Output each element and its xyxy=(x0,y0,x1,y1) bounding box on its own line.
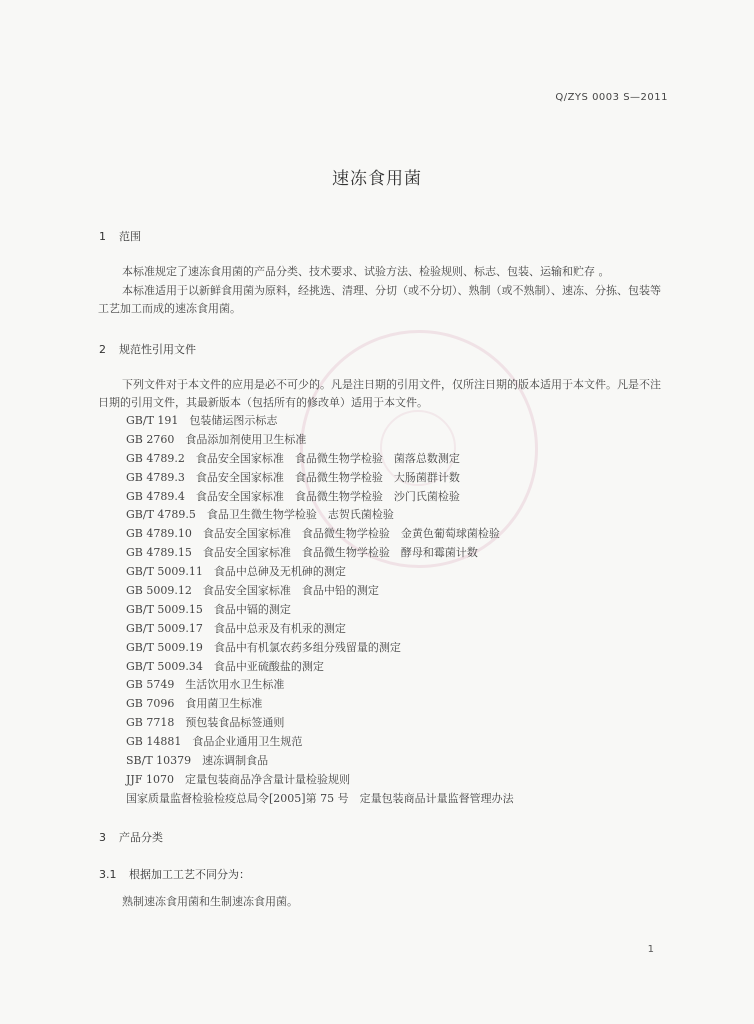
subsection-title: 根据加工工艺不同分为： xyxy=(129,868,250,881)
reference-item: GB 4789.3 食品安全国家标准 食品微生物学检验 大肠菌群计数 xyxy=(126,470,460,484)
reference-list xyxy=(126,412,514,809)
reference-item: GB 14881 食品企业通用卫生规范 xyxy=(126,735,303,749)
subsection-3-1-heading xyxy=(99,866,250,882)
reference-item: GB/T 5009.11 食品中总砷及无机砷的测定 xyxy=(126,565,346,579)
reference-item: SB/T 10379 速冻调制食品 xyxy=(126,754,269,768)
reference-item: GB/T 191 包装储运图示标志 xyxy=(126,414,278,427)
section-number: 1 xyxy=(99,230,106,243)
reference-item: GB/T 5009.19 食品中有机氯农药多组分残留量的测定 xyxy=(126,640,401,654)
reference-item: GB 7718 预包装食品标签通则 xyxy=(126,716,285,730)
reference-item: GB/T 5009.34 食品中亚硫酸盐的测定 xyxy=(126,659,324,673)
reference-item: GB 4789.15 食品安全国家标准 食品微生物学检验 酵母和霉菌计数 xyxy=(126,546,478,560)
reference-item: GB 7096 食用菌卫生标准 xyxy=(126,697,263,711)
subsection-number: 3.1 xyxy=(99,868,117,881)
reference-item: GB 5749 生活饮用水卫生标准 xyxy=(126,678,285,692)
reference-item: GB 4789.10 食品安全国家标准 食品微生物学检验 金黄色葡萄球菌检验 xyxy=(126,527,500,541)
reference-item: GB/T 4789.5 食品卫生微生物学检验 志贺氏菌检验 xyxy=(126,508,394,522)
section-1-heading xyxy=(99,228,141,244)
reference-item: GB 4789.2 食品安全国家标准 食品微生物学检验 菌落总数测定 xyxy=(126,451,460,465)
scope-paragraph-2: 本标准适用于以新鲜食用菌为原料，经挑选、清理、分切（或不分切）、熟制（或不熟制）、速冻、分拣、包装等工艺加工而成的速冻食用菌。 xyxy=(98,284,661,315)
section-title: 产品分类 xyxy=(119,831,163,844)
page-number: 1 xyxy=(647,944,654,955)
section-2-heading xyxy=(99,341,196,357)
reference-item: GB 2760 食品添加剂使用卫生标准 xyxy=(126,432,307,446)
reference-item: 国家质量监督检验检疫总局令[2005]第 75 号 定量包装商品计量监督管理办法 xyxy=(126,791,514,805)
scope-paragraph-1: 本标准规定了速冻食用菌的产品分类、技术要求、试验方法、检验规则、标志、包装、运输和贮存 。 xyxy=(122,265,610,278)
standard-code: Q/ZYS 0003 S—2011 xyxy=(555,92,668,103)
reference-item: GB/T 5009.15 食品中镉的测定 xyxy=(126,602,291,616)
reference-item: GB 5009.12 食品安全国家标准 食品中铅的测定 xyxy=(126,584,379,598)
section-3-heading xyxy=(99,829,163,845)
classification-text: 熟制速冻食用菌和生制速冻食用菌。 xyxy=(122,895,298,908)
section-title: 规范性引用文件 xyxy=(119,343,196,356)
section-title: 范围 xyxy=(119,230,141,243)
reference-item: GB 4789.4 食品安全国家标准 食品微生物学检验 沙门氏菌检验 xyxy=(126,489,460,503)
reference-item: JJF 1070 定量包装商品净含量计量检验规则 xyxy=(126,772,350,786)
section-number: 2 xyxy=(99,343,106,356)
section-number: 3 xyxy=(99,831,106,844)
document-title: 速冻食用菌 xyxy=(332,169,422,189)
references-intro: 下列文件对于本文件的应用是必不可少的。凡是注日期的引用文件，仅所注日期的版本适用于本文件。凡是不注日期的引用文件，其最新版本（包括所有的修改单）适用于本文件。 xyxy=(98,378,661,409)
reference-item: GB/T 5009.17 食品中总汞及有机汞的测定 xyxy=(126,621,346,635)
